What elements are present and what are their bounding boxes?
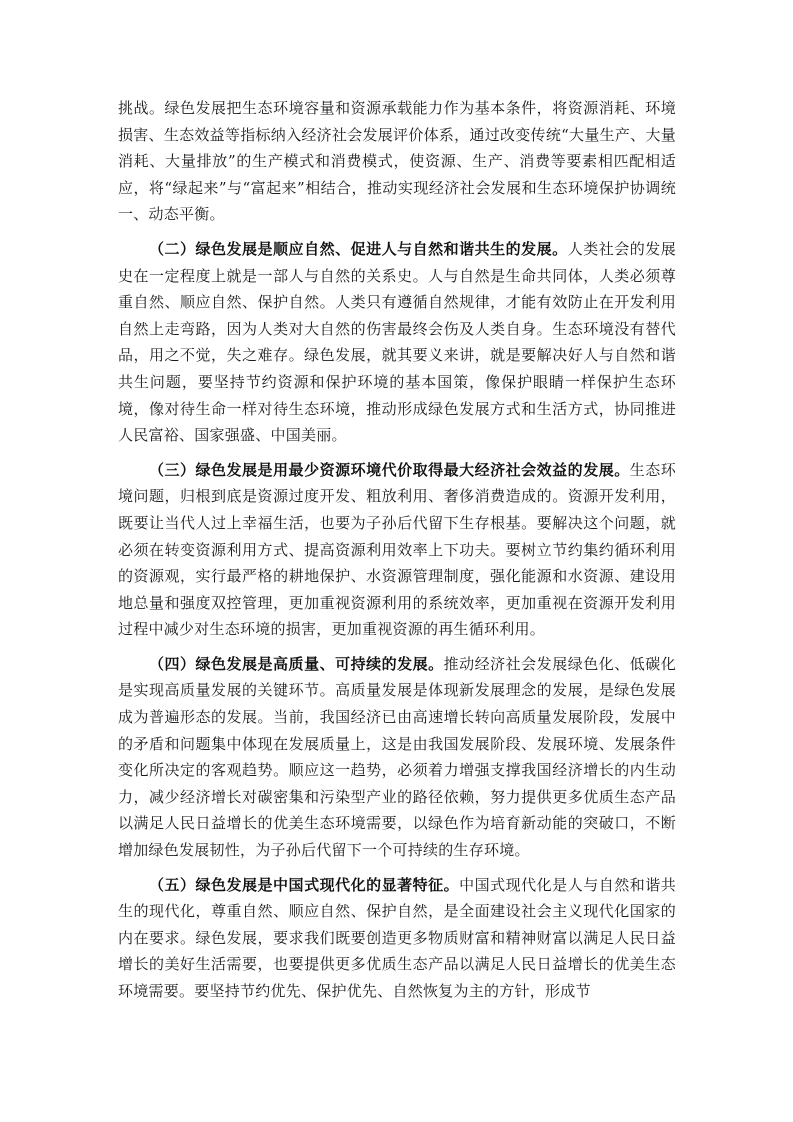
- paragraph-section-2: [118, 236, 676, 449]
- paragraph-section-4: [118, 651, 676, 864]
- section-heading: （二）绿色发展是顺应自然、促进人与自然和谐共生的发展。: [149, 239, 568, 258]
- section-heading: （四）绿色发展是高质量、可持续的发展。: [149, 654, 444, 673]
- paragraph-text: 人类社会的发展史在一定程度上就是一部人与自然的关系史。人与自然是生命共同体，人类必须尊重自然、顺应自然、保护自然。人类只有遵循自然规律，才能有效防止在开发利用自然上走弯路，因为人类对大自然的伤害最终会伤及人类自身。生态环境没有替代品，用之不觉，失之难存。绿色发展，就其要义来讲，就是要解决好人与自然和谐共生问题，要坚持节约资源和保护环境的基本国策，像保护眼睛一样保护生态环境，像对待生命一样对待生态环境，推动形成绿色发展方式和生活方式，协同推进人民富裕、国家强盛、中国美丽。: [118, 239, 676, 445]
- paragraph-text: 中国式现代化是人与自然和谐共生的现代化，尊重自然、顺应自然、保护自然，是全面建设社会主义现代化国家的内在要求。绿色发展，要求我们既要创造更多物质财富和精神财富以满足人民日益增长的美好生活需要，也要提供更多优质生态产品以满足人民日益增长的优美生态环境需要。要坚持节约优先、保护优先、自然恢复为主的方针，形成节: [118, 875, 676, 1000]
- paragraph-section-3: [118, 457, 676, 643]
- paragraph-text: 挑战。绿色发展把生态环境容量和资源承载能力作为基本条件，将资源消耗、环境损害、生态效益等指标纳入经济社会发展评价体系，通过改变传统“大量生产、大量消耗、大量排放”的生产模式和消费模式，使资源、生产、消费等要素相匹配相适应，将“绿起来”与“富起来”相结合，推动实现经济社会发展和生态环境保护协调统一、动态平衡。: [118, 99, 676, 224]
- paragraph-text: 推动经济社会发展绿色化、低碳化是实现高质量发展的关键环节。高质量发展是体现新发展理念的发展，是绿色发展成为普遍形态的发展。当前，我国经济已由高速增长转向高质量发展阶段，发展中的矛盾和问题集中体现在发展质量上，这是由我国发展阶段、发展环境、发展条件变化所决定的客观趋势。顺应这一趋势，必须着力增强支撑我国经济增长的内生动力，减少经济增长对碳密集和污染型产业的路径依赖，努力提供更多优质生态产品以满足人民日益增长的优美生态环境需要，以绿色作为培育新动能的突破口，不断增加绿色发展韧性，为子孙后代留下一个可持续的生存环境。: [118, 654, 676, 860]
- paragraph-section-5: [118, 872, 676, 1005]
- document-page: [118, 95, 676, 1013]
- paragraph-text: 生态环境问题，归根到底是资源过度开发、粗放利用、奢侈消费造成的。资源开发利用，既要让当代人过上幸福生活，也要为子孙后代留下生存根基。要解决这个问题，就必须在转变资源利用方式、提高资源利用效率上下功夫。要树立节约集约循环利用的资源观，实行最严格的耕地保护、水资源管理制度，强化能源和水资源、建设用地总量和强度双控管理，更加重视资源利用的系统效率，更加重视在资源开发利用过程中减少对生态环境的损害，更加重视资源的再生循环利用。: [118, 460, 676, 639]
- paragraph-continuation: [118, 95, 676, 228]
- section-heading: （五）绿色发展是中国式现代化的显著特征。: [149, 875, 460, 894]
- section-heading: （三）绿色发展是用最少资源环境代价取得最大经济社会效益的发展。: [149, 460, 630, 479]
